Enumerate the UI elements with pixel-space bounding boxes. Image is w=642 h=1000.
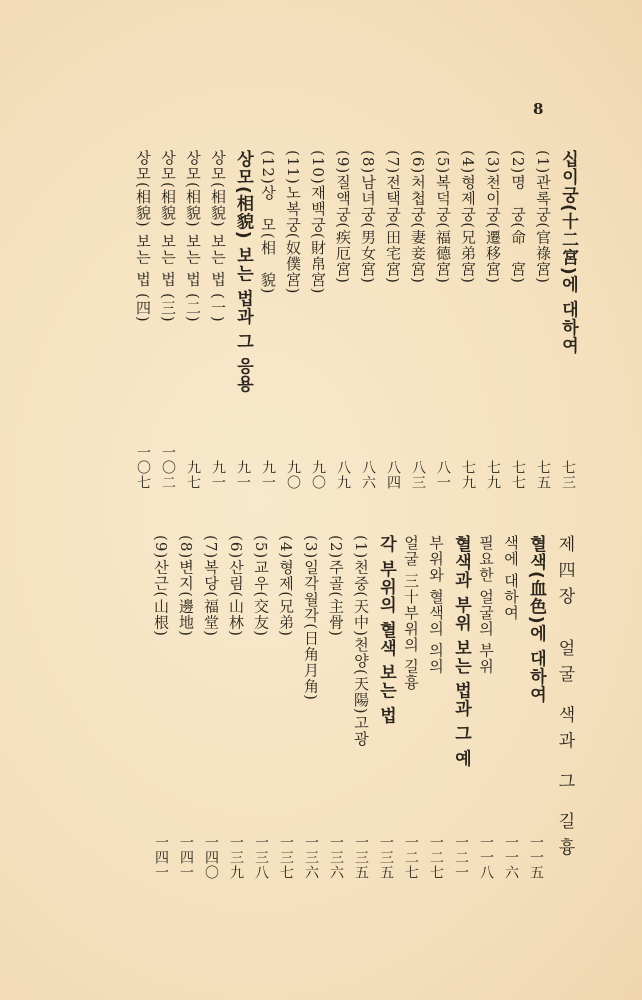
toc-entry: 상모(相貌) 보는 법 (一) 九一 — [209, 150, 227, 490]
toc-entry: (3)일각월각(日角月角) 一三六 — [302, 535, 320, 880]
toc-entry: (2)주골(主骨) 一三六 — [327, 535, 345, 880]
toc-entry: (10)재백궁(財帛宮) 九〇 — [309, 150, 327, 490]
toc-entry: (7)복당(福堂) 一四〇 — [202, 535, 220, 880]
toc-entry: 상모(相貌) 보는 법과 그 응용 九一 — [233, 150, 253, 490]
toc-entry: (2)명 궁(命 宮) 七七 — [509, 150, 527, 490]
toc-entry: 혈색과 부위 보는 법과 그 예 一二一 — [451, 535, 471, 880]
toc-entry: (9)질액궁(疾厄宮) 八九 — [334, 150, 352, 490]
toc-entry: 십이궁(十二宮)에 대하여 七三 — [558, 150, 578, 490]
chapter-title: 제四장 얼굴 색과 그 길흉 — [554, 535, 575, 865]
page-number: 8 — [533, 100, 544, 118]
toc-entry: (4)형제(兄弟) 一三七 — [277, 535, 295, 880]
toc-entry: (1)관록궁(官祿宮) 七五 — [534, 150, 552, 490]
toc-entry: 상모(相貌) 보는 법 (三) 一〇二 — [159, 150, 177, 490]
toc-entry: (9)산근(山根) 一四一 — [152, 535, 170, 880]
toc-entry: (3)천이궁(遷移宮) 七九 — [484, 150, 502, 490]
toc-entry: (1)천중(天中)천양(天陽)고광 一三五 — [352, 535, 370, 880]
toc-entry: (4)형제궁(兄弟宮) 七九 — [459, 150, 477, 490]
toc-top-section — [130, 150, 580, 490]
toc-entry: 필요한 얼굴의 부위 一一八 — [477, 535, 495, 880]
toc-entry: 상모(相貌) 보는 법 (二) 九七 — [184, 150, 202, 490]
toc-entry: 상모(相貌) 보는 법 (四) 一〇七 — [134, 150, 152, 490]
toc-entry: (7)전택궁(田宅宮) 八四 — [384, 150, 402, 490]
toc-entry: (6)산림(山林) 一三九 — [227, 535, 245, 880]
toc-entry: (11)노복궁(奴僕宮) 九〇 — [284, 150, 302, 490]
toc-entry: 각 부위의 혈색 보는 법 一三五 — [376, 535, 396, 880]
toc-bottom-section — [148, 535, 580, 880]
toc-entry: (5)교우(交友) 一三八 — [252, 535, 270, 880]
toc-entry: (8)변지(邊地) 一四一 — [177, 535, 195, 880]
toc-entry: (5)복덕궁(福德宮) 八一 — [434, 150, 452, 490]
toc-entry: (8)남녀궁(男女宮) 八六 — [359, 150, 377, 490]
toc-entry: 혈색(血色)에 대하여 一一五 — [526, 535, 546, 880]
toc-entry: (6)처첩궁(妻妾宮) 八三 — [409, 150, 427, 490]
toc-entry: 얼굴 三十부위의 길흉 一二七 — [402, 535, 420, 880]
toc-entry: (12)상 모(相 貌) 九一 — [259, 150, 277, 490]
toc-entry: 부위와 혈색의 의의 一二七 — [427, 535, 445, 880]
toc-entry: 색에 대하여 一一六 — [502, 535, 520, 880]
